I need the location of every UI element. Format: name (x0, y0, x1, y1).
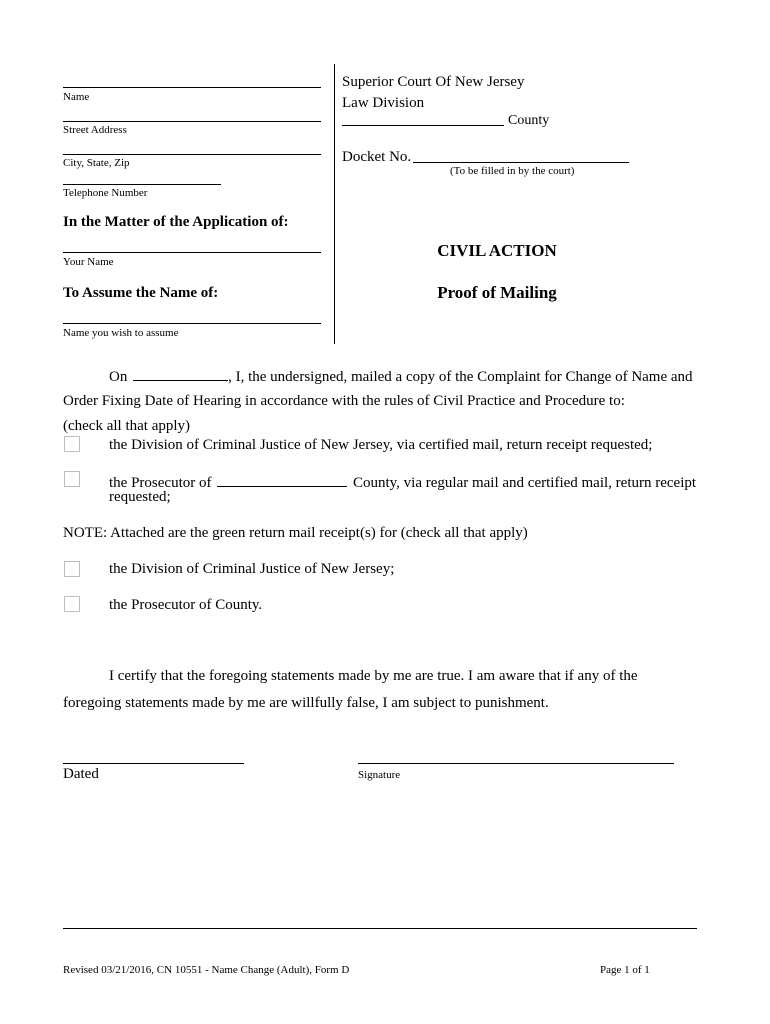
signature-label: Signature (358, 769, 401, 781)
name-line[interactable] (63, 87, 321, 88)
court-name: Superior Court Of New Jersey (342, 74, 525, 90)
assume-heading: To Assume the Name of: (63, 285, 219, 301)
option-prosecutor-line1 (109, 472, 696, 492)
certification-line2: foregoing statements made by me are willfully false, I am subject to punishment. (63, 695, 549, 711)
certification-line1: I certify that the foregoing statements made by me are true. I am aware that if any of the (109, 668, 638, 684)
county-label: County (508, 113, 550, 128)
street-label: Street Address (63, 124, 127, 136)
dated-line[interactable] (63, 763, 244, 764)
mailing-date-field[interactable] (133, 366, 228, 381)
docket-line[interactable] (413, 162, 629, 163)
dated-label: Dated (63, 766, 99, 782)
division-name: Law Division (342, 95, 425, 111)
note-receipts: NOTE: Attached are the green return mail receipt(s) for (check all that apply) (63, 525, 528, 541)
signature-line[interactable] (358, 763, 674, 764)
receipt-option-prosecutor: the Prosecutor of County. (109, 597, 263, 613)
receipt-option-division: the Division of Criminal Justice of New Jersey; (109, 561, 395, 577)
street-line[interactable] (63, 121, 321, 122)
city-label: City, State, Zip (63, 157, 130, 169)
docket-note: (To be filled in by the court) (450, 165, 575, 177)
phone-line[interactable] (63, 184, 221, 185)
county-line[interactable] (342, 125, 504, 126)
name-label: Name (63, 91, 90, 103)
your-name-line[interactable] (63, 252, 321, 253)
prosecutor-county-field[interactable] (217, 472, 347, 487)
option-division-criminal-justice: the Division of Criminal Justice of New Jersey, via certified mail, return receipt requested; (109, 437, 653, 453)
option-prosecutor-suffix: County, via regular mail and certified mail, return receipt (352, 475, 697, 491)
footer-rule (63, 928, 697, 929)
docket-label: Docket No. (342, 149, 412, 165)
action-title: CIVIL ACTION (437, 241, 557, 260)
mailing-statement-rest: , I, the undersigned, mailed a copy of the Complaint for Change of Name and (228, 369, 693, 385)
page-number: Page 1 of 1 (600, 964, 650, 976)
phone-label: Telephone Number (63, 187, 148, 199)
city-line[interactable] (63, 154, 321, 155)
mailing-statement-line2: Order Fixing Date of Hearing in accordance with the rules of Civil Practice and Procedure to: (63, 393, 625, 409)
checkbox-receipt-prosecutor[interactable] (64, 596, 80, 612)
your-name-label: Your Name (63, 256, 114, 268)
check-all-note: (check all that apply) (63, 418, 191, 434)
revision-note: Revised 03/21/2016, CN 10551 - Name Change (Adult), Form D (63, 964, 350, 976)
mailing-statement-line1 (109, 366, 693, 386)
on-word: On (109, 369, 128, 385)
matter-heading: In the Matter of the Application of: (63, 214, 289, 230)
checkbox-division-criminal-justice[interactable] (64, 436, 80, 452)
checkbox-prosecutor[interactable] (64, 471, 80, 487)
checkbox-receipt-division[interactable] (64, 561, 80, 577)
column-divider (334, 64, 335, 344)
wish-name-line[interactable] (63, 323, 321, 324)
option-prosecutor-prefix: the Prosecutor of (109, 475, 212, 491)
document-title: Proof of Mailing (437, 283, 557, 302)
option-prosecutor-line2: requested; (109, 489, 171, 505)
wish-name-label: Name you wish to assume (63, 327, 179, 339)
